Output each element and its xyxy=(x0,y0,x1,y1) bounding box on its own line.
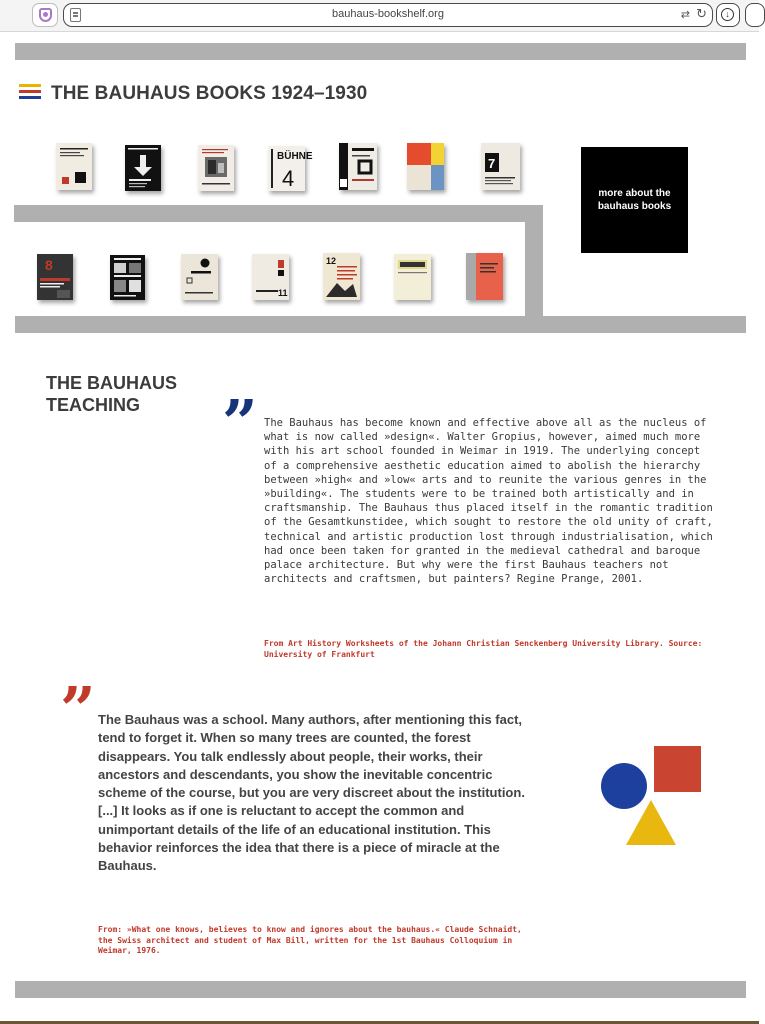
section-title-teaching: THE BAUHAUS TEACHING xyxy=(46,373,178,415)
reload-icon[interactable]: ↻ xyxy=(696,6,707,21)
book-cover-gropius-bauhausbauten-12[interactable] xyxy=(323,253,360,300)
quote-prange-text: The Bauhaus has become known and effective above all as the nucleus of what is now called »design«. Walter Gropius, however, aimed much more with his art school founded in Weimar in 1919. The underlying concept of a comprehensive aesthetic education aimed to abolish the hierarchy between »high« and »low« arts and to reunite the various genres in the »building«. The students were to be trained both artistically and in craftsmanship. The Bauhaus thus placed itself in the romantic tradition of the Gesamtkunstidee, which sought to restore the old unity of craft, technical and artistic production lost through industrialisation, which had once been taken for granted in the medieval cathedral and baroque palace architecture. But why were the first Bauhaus teachers not architects and craftsmen, but painters? Regine Prange, 2001. xyxy=(264,417,713,586)
svg-text:4: 4 xyxy=(282,166,295,191)
book-cover-die-buhne[interactable] xyxy=(198,145,234,191)
browser-toolbar xyxy=(0,0,759,32)
privacy-extension-button[interactable] xyxy=(32,3,58,27)
book-cover-mondrian-5[interactable] xyxy=(339,143,377,190)
book-cover-von-material-zu-architektur[interactable] xyxy=(466,253,503,300)
download-icon: ↓ xyxy=(721,8,734,21)
book-cover-internationale-architektur[interactable] xyxy=(56,143,92,190)
more-about-bauhaus-books-link[interactable]: more about the bauhaus books xyxy=(581,147,688,253)
book-cover-malerei-fotografie-film[interactable] xyxy=(37,254,73,300)
svg-text:11: 11 xyxy=(278,288,288,298)
blue-circle-icon xyxy=(601,763,647,809)
bauhaus-shapes-illustration xyxy=(600,745,702,847)
quote-mark-icon: ” xyxy=(222,386,258,459)
shelf-2 xyxy=(15,316,746,333)
svg-text:7: 7 xyxy=(488,156,496,171)
url-text: bauhaus-bookshelf.org xyxy=(332,8,444,20)
bottom-divider-bar xyxy=(15,981,746,998)
book-cover-neue-arbeiten-7[interactable] xyxy=(481,143,520,190)
svg-text:8: 8 xyxy=(45,257,53,273)
book-cover-malewitsch-11[interactable] xyxy=(252,254,289,300)
quote-schnaidt-source: From: »What one knows, believes to know and ignores about the bauhaus.« Claude Schnaidt, the Swiss architect and student of Max Bill, written for the 1st Bauhaus Colloquium in Weimar, 1976. xyxy=(98,925,522,955)
quote-schnaidt-text: The Bauhaus was a school. Many authors, after mentioning this fact, tend to forget it. When so many trees are counted, the forest disappears. You talk endlessly about people, their works, their ancestors and descendants, you show the inevitable concentric scheme of the course, but you are very discreet about the institution. [...] It looks as if one is reluctant to accept the common and unimportant details of the life of an educational institution. This behavior reinforces the idea that there is a piece of miracle at the Bauhaus. xyxy=(98,712,525,874)
address-bar[interactable] xyxy=(63,3,713,27)
svg-text:12: 12 xyxy=(326,256,337,266)
book-cover-paul-klee[interactable] xyxy=(125,145,161,191)
svg-text:BÜHNE: BÜHNE xyxy=(277,151,313,162)
book-cover-kubismus[interactable] xyxy=(394,254,431,300)
book-cover-buhne-4[interactable] xyxy=(268,146,313,191)
downloads-button[interactable] xyxy=(716,3,740,27)
logo-stripes-icon xyxy=(19,84,41,102)
red-square-icon xyxy=(654,746,701,792)
page-title: THE BAUHAUS BOOKS 1924–1930 xyxy=(51,83,368,104)
translate-icon[interactable]: ⇄ xyxy=(680,9,690,21)
shelf-1 xyxy=(14,205,543,222)
tabs-button[interactable] xyxy=(745,3,765,27)
shield-icon xyxy=(39,8,52,22)
shelf-side xyxy=(525,222,543,316)
book-cover-van-doesburg[interactable] xyxy=(407,143,444,190)
book-cover-kandinsky[interactable] xyxy=(110,255,145,300)
quote-mark-icon: ” xyxy=(60,673,96,746)
book-cover-oud-hollandische[interactable] xyxy=(181,254,218,300)
quote-prange-source: From Art History Worksheets of the Johann Christian Senckenberg University Library. Source: University of Frankfurt xyxy=(264,639,703,659)
top-divider-bar xyxy=(15,43,746,60)
